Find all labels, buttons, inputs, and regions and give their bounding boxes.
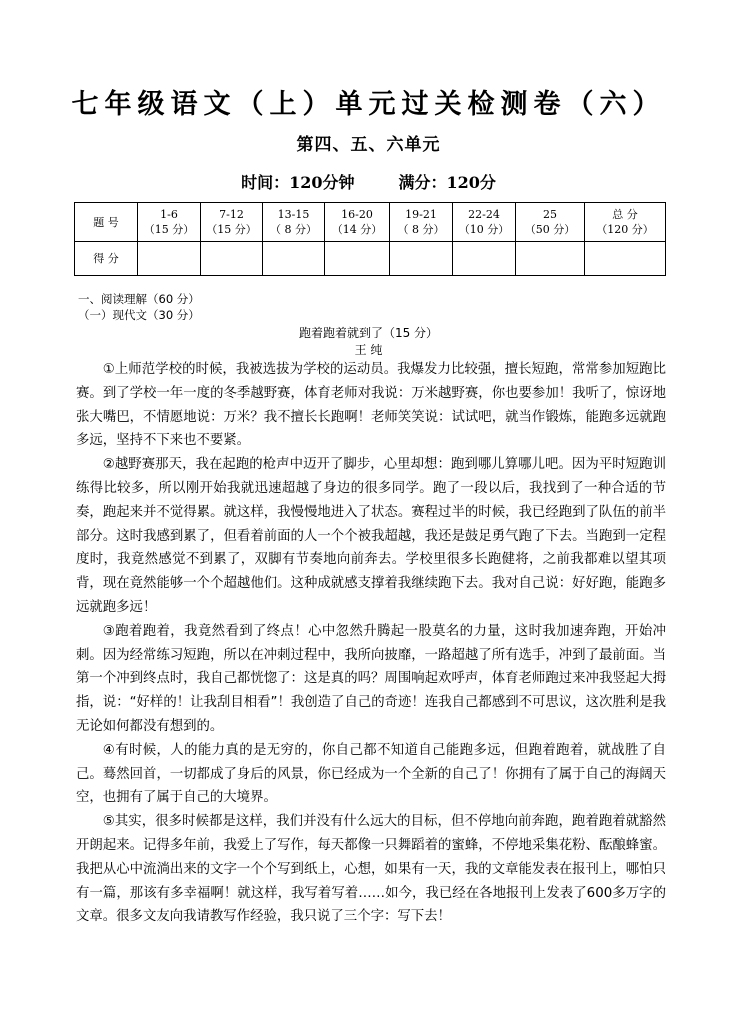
page-subtitle: 第四、五、六单元 — [296, 135, 441, 155]
score-cell[interactable] — [263, 242, 325, 276]
table-header-cell: 7-12 （15 分） — [201, 203, 263, 242]
score-cell-total[interactable] — [585, 242, 666, 276]
score-cell[interactable] — [325, 242, 390, 276]
score-table — [74, 202, 666, 276]
table-header-cell-total: 总 分 （120 分） — [585, 203, 666, 242]
score-cell[interactable] — [390, 242, 453, 276]
table-header-cell: 16-20 （14 分） — [325, 203, 390, 242]
exam-full-score: 满分：120分 — [398, 173, 496, 192]
exam-time: 时间：120分钟 — [241, 173, 355, 192]
paragraph: ①上师范学校的时候，我被选拔为学校的运动员。我爆发力比较强，擅长短跑，常常参加短跑比赛。到了学校一年一度的冬季越野赛，体育老师对我说：万米越野赛，你也要参加！我听了，惊讶地张大嘴巴，不情愿地说：万米？我不擅长长跑啊！老师笑笑说：试试吧，就当作锻炼，能跑多远就跑多远，坚持不下来也不要紧。 — [76, 362, 666, 449]
score-cell[interactable] — [453, 242, 516, 276]
table-header-cell: 1-6 （15 分） — [138, 203, 201, 242]
table-header-cell: 22-24 （10 分） — [453, 203, 516, 242]
table-row — [75, 203, 666, 242]
article-author: 王 纯 — [354, 343, 383, 357]
exam-time-score — [0, 170, 737, 193]
subsection-heading: （一）现代文（30 分） — [78, 308, 200, 322]
paragraph: ⑤其实，很多时候都是这样，我们并没有什么远大的目标，但不停地向前奔跑，跑着跑着就豁然开朗起来。记得多年前，我爱上了写作，每天都像一只舞蹈着的蜜蜂，不停地采集花粉、酝酿蜂蜜。我把从心中流淌出来的文字一个个写到纸上，心想，如果有一天，我的文章能发表在报刊上，哪怕只有一篇，那该有多幸福啊！就这样，我写着写着……如今，我已经在各地报刊上发表了600多万字的文章。很多文友向我请教写作经验，我只说了三个字：写下去！ — [76, 814, 666, 925]
table-header-cell: 13-15 （ 8 分） — [263, 203, 325, 242]
table-row — [75, 242, 666, 276]
page-title: 七年级语文（上）单元过关检测卷（六） — [71, 89, 666, 120]
score-cell[interactable] — [138, 242, 201, 276]
table-header-cell: 25 （50 分） — [516, 203, 585, 242]
article-body — [76, 358, 666, 929]
paragraph: ③跑着跑着，我竟然看到了终点！心中忽然升腾起一股莫名的力量，这时我加速奔跑，开始冲刺。因为经常练习短跑，所以在冲刺过程中，我所向披靡，一路超越了所有选手，冲到了最前面。当第一个冲到终点时，我自己都恍惚了：这是真的吗？周围响起欢呼声，体育老师跑过来冲我竖起大拇指，说：“好样的！让我刮目相看”！我创造了自己的奇迹！连我自己都感到不可思议，这次胜利是我无论如何都没有想到的。 — [76, 623, 666, 734]
article-title: 跑着跑着就到了（15 分） — [298, 326, 439, 340]
score-cell[interactable] — [201, 242, 263, 276]
row-label-question: 题 号 — [75, 203, 138, 242]
paragraph: ④有时候，人的能力真的是无穷的，你自己都不知道自己能跑多远，但跑着跑着，就战胜了自己。蓦然回首，一切都成了身后的风景，你已经成为一个全新的自己了！你拥有了属于自己的海阔天空，也拥有了属于自己的大境界。 — [76, 742, 666, 806]
section-heading: 一、阅读理解（60 分） — [78, 292, 200, 306]
score-cell[interactable] — [516, 242, 585, 276]
paragraph: ②越野赛那天，我在起跑的枪声中迈开了脚步，心里却想：跑到哪儿算哪儿吧。因为平时短跑训练得比较多，所以刚开始我就迅速超越了身边的很多同学。跑了一段以后，我找到了一种合适的节奏，跑起来并不觉得累。就这样，我慢慢地进入了状态。赛程过半的时候，我已经跑到了队伍的前半部分。这时我感到累了，但看着前面的人一个个被我超越，我还是鼓足勇气跑了下去。当跑到一定程度时，我竟然感觉不到累了，双脚有节奏地向前奔去。学校里很多长跑健将，之前我都难以望其项背，现在竟然能够一个个超越他们。这种成就感支撑着我继续跑下去。我对自己说：好好跑，能跑多远就跑多远！ — [76, 457, 666, 615]
table-header-cell: 19-21 （ 8 分） — [390, 203, 453, 242]
row-label-score: 得 分 — [75, 242, 138, 276]
